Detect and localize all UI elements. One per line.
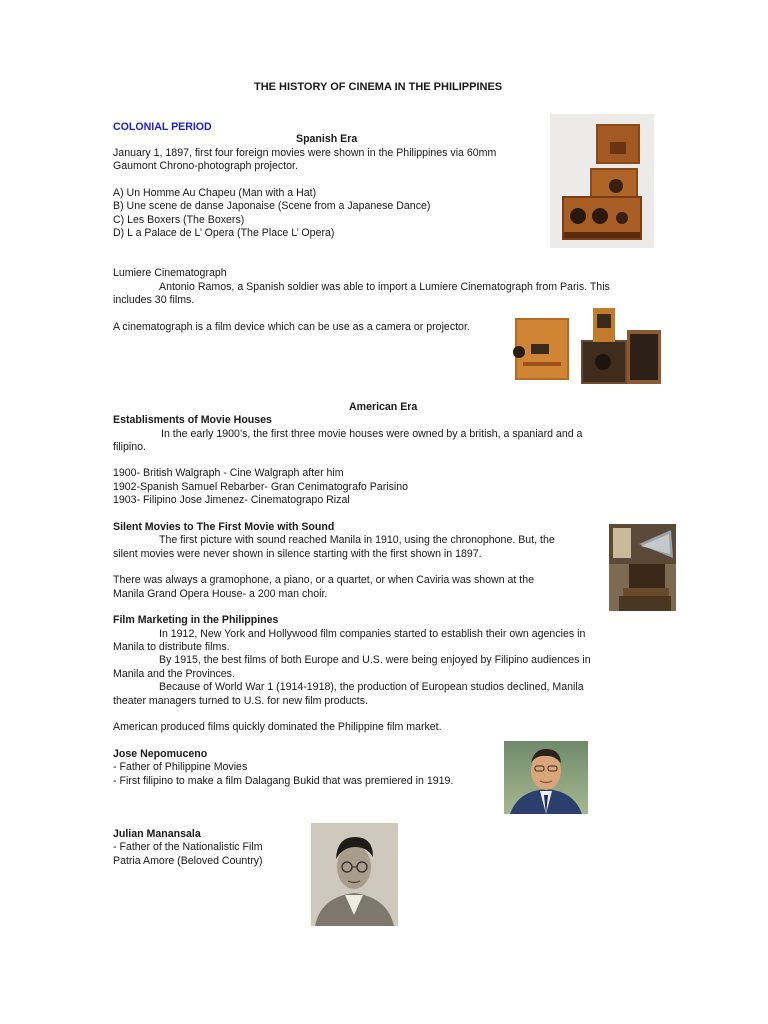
marketing-line-7: American produced films quickly dominated the Philippine film market. <box>113 721 442 733</box>
marketing-line-1: In 1912, New York and Hollywood film companies started to establish their own agencies in <box>159 628 586 640</box>
establishments-line-1: In the early 1900’s, the first three movie houses were owned by a british, a spaniard and a <box>161 428 583 440</box>
spanish-era-heading: Spanish Era <box>296 133 358 145</box>
jose-line-2: - First filipino to make a film Dalagang Bukid that was premiered in 1919. <box>113 775 454 787</box>
movie-house-item: 1900- British Walgraph - Cine Walgraph after him <box>113 467 344 479</box>
movie-item: A) Un Homme Au Chapeu (Man with a Hat) <box>113 187 317 199</box>
movie-item: B) Une scene de danse Japonaise (Scene from a Japanese Dance) <box>113 200 431 212</box>
movie-house-item: 1902-Spanish Samuel Rebarber- Gran Cenimatografo Parisino <box>113 481 409 493</box>
silent-line-4: Manila Grand Opera House- a 200 man choir. <box>113 588 328 600</box>
movie-item: D) L a Palace de L’ Opera (The Place L’ Opera) <box>113 227 335 239</box>
jose-nepomuceno-heading: Jose Nepomuceno <box>113 748 208 760</box>
lumiere-cinematograph-image <box>509 300 667 390</box>
jose-line-1: - Father of Philippine Movies <box>113 761 248 773</box>
jose-nepomuceno-portrait-image <box>504 741 588 814</box>
movie-item: C) Les Boxers (The Boxers) <box>113 214 245 226</box>
marketing-line-4: Manila and the Provinces. <box>113 668 235 680</box>
silent-line-3: There was always a gramophone, a piano, or a quartet, or when Caviria was shown at the <box>113 574 535 586</box>
cinematograph-definition: A cinematograph is a film device which can be use as a camera or projector. <box>113 321 470 333</box>
establishments-line-2: filipino. <box>113 441 146 453</box>
julian-manansala-portrait-image <box>311 823 398 926</box>
lumiere-heading: Lumiere Cinematograph <box>113 267 227 279</box>
document-title: THE HISTORY OF CINEMA IN THE PHILIPPINES <box>254 81 503 93</box>
marketing-line-3: By 1915, the best films of both Europe and U.S. were being enjoyed by Filipino audiences in <box>159 654 591 666</box>
colonial-period-heading: COLONIAL PERIOD <box>113 121 212 133</box>
movie-house-item: 1903- Filipino Jose Jimenez- Cinematograpo Rizal <box>113 494 350 506</box>
marketing-line-6: theater managers turned to U.S. for new film products. <box>113 695 368 707</box>
lumiere-line-2: includes 30 films. <box>113 294 195 306</box>
silent-movies-heading: Silent Movies to The First Movie with Sound <box>113 521 335 533</box>
julian-line-2: Patria Amore (Beloved Country) <box>113 855 263 867</box>
establishments-heading: Establisments of Movie Houses <box>113 414 272 426</box>
lumiere-line-1: Antonio Ramos, a Spanish soldier was able to import a Lumiere Cinematograph from Paris. This <box>159 281 610 293</box>
gramophone-image <box>609 524 676 611</box>
julian-line-1: - Father of the Nationalistic Film <box>113 841 263 853</box>
silent-line-2: silent movies were never shown in silence starting with the first shown in 1897. <box>113 548 482 560</box>
american-era-heading: American Era <box>349 401 418 413</box>
julian-manansala-heading: Julian Manansala <box>113 828 201 840</box>
film-marketing-heading: Film Marketing in the Philippines <box>113 614 279 626</box>
intro-line-2: Gaumont Chrono-photograph projector. <box>113 160 298 172</box>
marketing-line-2: Manila to distribute films. <box>113 641 230 653</box>
marketing-line-5: Because of World War 1 (1914-1918), the production of European studios declined, Manila <box>159 681 584 693</box>
intro-line-1: January 1, 1897, first four foreign movies were shown in the Philippines via 60mm <box>113 147 497 159</box>
silent-line-1: The first picture with sound reached Manila in 1910, using the chronophone. But, the <box>159 534 555 546</box>
stacked-antique-cameras-image <box>550 114 654 248</box>
